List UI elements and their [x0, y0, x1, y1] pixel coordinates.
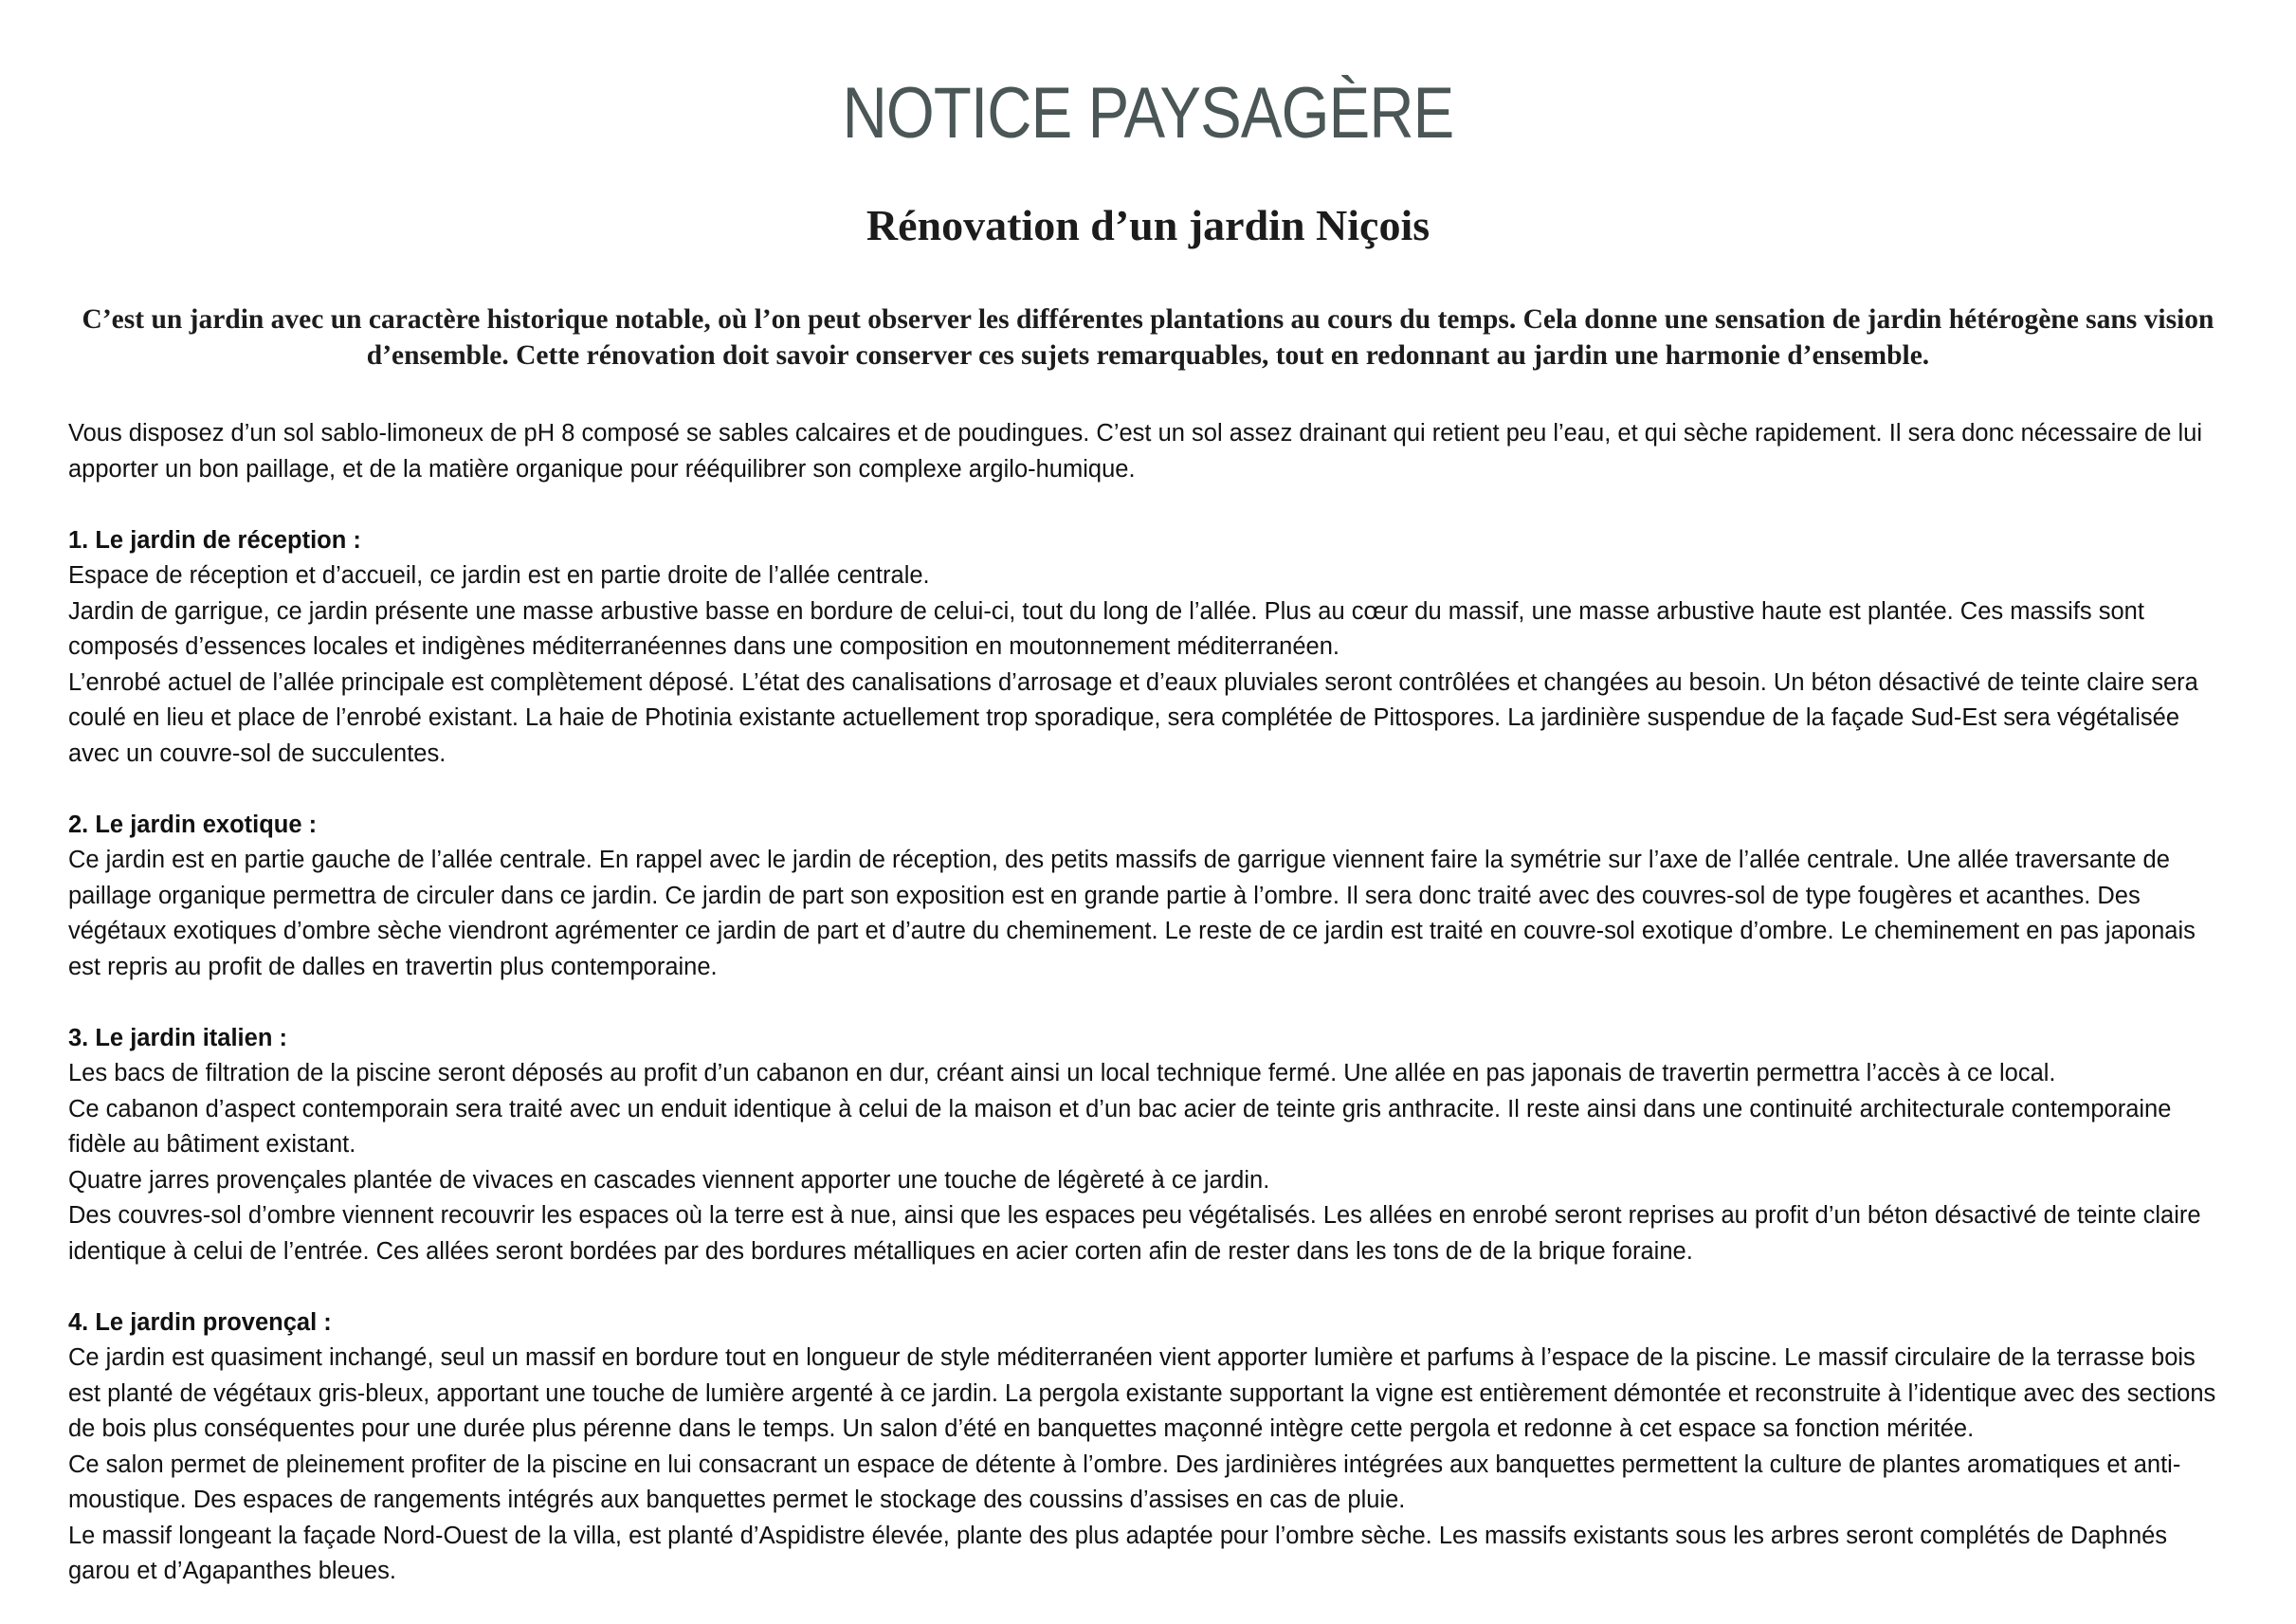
section-heading: 1. Le jardin de réception : — [68, 526, 361, 554]
section-paragraph: L’enrobé actuel de l’allée principale est complètement déposé. L’état des canalisations d’arrosage et d’eaux pluviales seront contrôlées et changées au besoin. Un béton désactivé de teinte claire sera coulé en lieu et place de l’enrobé existant. La haie de Photinia existante actuellement trop sporadique, sera complétée de Pittospores. La jardinière suspendue de la façade Sud-Est sera végétalisée avec un couvre-sol de succulentes. — [68, 668, 2198, 767]
intro-paragraph: C’est un jardin avec un caractère historique notable, où l’on peut observer les différentes plantations au cours du temps. Cela donne une sensation de jardin hétérogène sans vision d’ensemble. Cette rénovation doit savoir conserver ces sujets remarquables, tout en redonnant au jardin une harmonie d’ensemble. — [82, 304, 2214, 371]
section-paragraph: Le massif longeant la façade Nord-Ouest de la villa, est planté d’Aspidistre élevée, plante des plus adaptée pour l’ombre sèche. Les massifs existants sous les arbres seront complétés de Daphnés garou et d’Agapanthes bleues. — [68, 1522, 2168, 1584]
section-exotic-garden — [68, 808, 2230, 986]
section-paragraph: Des couvres-sol d’ombre viennent recouvrir les espaces où la terre est à nue, ainsi que les espaces peu végétalisés. Les allées en enrobé seront reprises au profit d’un béton désactivé de teinte claire identique à celui de l’entrée. Ces allées seront bordées par des bordures métalliques en acier corten afin de rester dans les tons de de la brique foraine. — [68, 1202, 2201, 1265]
section-paragraph: Ce salon permet de pleinement profiter de la piscine en lui consacrant un espace de détente à l’ombre. Des jardinières intégrées aux banquettes permettent la culture de plantes aromatiques et anti-moustique. Des espaces de rangements intégrés aux banquettes permet le stockage des coussins d’assises en cas de pluie. — [68, 1451, 2181, 1513]
section-paragraph: Quatre jarres provençales plantée de vivaces en cascades viennent apporter une touche de légèreté à ce jardin. — [68, 1166, 1270, 1194]
section-paragraph: Les bacs de filtration de la piscine seront déposés au profit d’un cabanon en dur, créant ainsi un local technique fermé. Une allée en pas japonais de travertin permettra l’accès à ce local. — [68, 1060, 2056, 1086]
section-paragraph: Espace de réception et d’accueil, ce jardin est en partie droite de l’allée centrale. — [68, 562, 930, 589]
section-paragraph: Ce cabanon d’aspect contemporain sera traité avec un enduit identique à celui de la maison et d’un bac acier de teinte gris anthracite. Il reste ainsi dans une continuité architecturale contemporaine fidèle au bâtiment existant. — [68, 1095, 2172, 1158]
section-paragraph: Ce jardin est en partie gauche de l’allée centrale. En rappel avec le jardin de réception, des petits massifs de garrigue viennent faire la symétrie sur l’axe de l’allée centrale. Une allée traversante de paillage organique permettra de circuler dans ce jardin. Ce jardin de part son exposition est en grande partie à l’ombre. Il sera donc traité avec des couvres-sol de type fougères et acanthes. Des végétaux exotiques d’ombre sèche viendront agrémenter ce jardin de part et d’autre du cheminement. Le reste de ce jardin est traité en couvre-sol exotique d’ombre. Le cheminement en pas japonais est repris au profit de dalles en travertin plus contemporaine. — [68, 847, 2196, 980]
section-provencal-garden — [68, 1305, 2230, 1590]
section-heading: 3. Le jardin italien : — [68, 1024, 287, 1051]
section-paragraph: Ce jardin est quasiment inchangé, seul un massif en bordure tout en longueur de style méditerranéen vient apporter lumière et parfums à l’espace de la piscine. Le massif circulaire de la terrasse bois est planté de végétaux gris-bleux, apportant une touche de lumière argenté à ce jardin. La pergola existante supportant la vigne est entièrement démontée et reconstruite à l’identique avec des sections de bois plus conséquentes pour une durée plus pérenne dans le temps. Un salon d’été en banquettes maçonné intègre cette pergola et redonne à cet espace sa fonction méritée. — [68, 1344, 2216, 1442]
section-paragraph: Jardin de garrigue, ce jardin présente une masse arbustive basse en bordure de celui-ci, tout du long de l’allée. Plus au cœur du massif, une masse arbustive haute est plantée. Ces massifs sont composés d’essences locales et indigènes méditerranéennes dans une composition en moutonnement méditerranéen. — [68, 597, 2144, 660]
section-heading: 2. Le jardin exotique : — [68, 811, 318, 838]
section-heading: 4. Le jardin provençal : — [68, 1308, 332, 1336]
soil-paragraph: Vous disposez d’un sol sablo-limoneux de pH 8 composé se sables calcaires et de poudingues. C’est un sol assez drainant qui retient peu l’eau, et qui sèche rapidement. Il sera donc nécessaire de lui apporter un bon paillage, et de la matière organique pour rééquilibrer son complexe argilo-humique. — [68, 420, 2202, 483]
document-subtitle: Rénovation d’un jardin Niçois — [866, 201, 1430, 249]
section-italian-garden — [68, 1021, 2230, 1270]
document-body — [68, 416, 2230, 1590]
document-title: NOTICE PAYSAGÈRE — [842, 73, 1454, 154]
section-reception-garden — [68, 523, 2230, 773]
